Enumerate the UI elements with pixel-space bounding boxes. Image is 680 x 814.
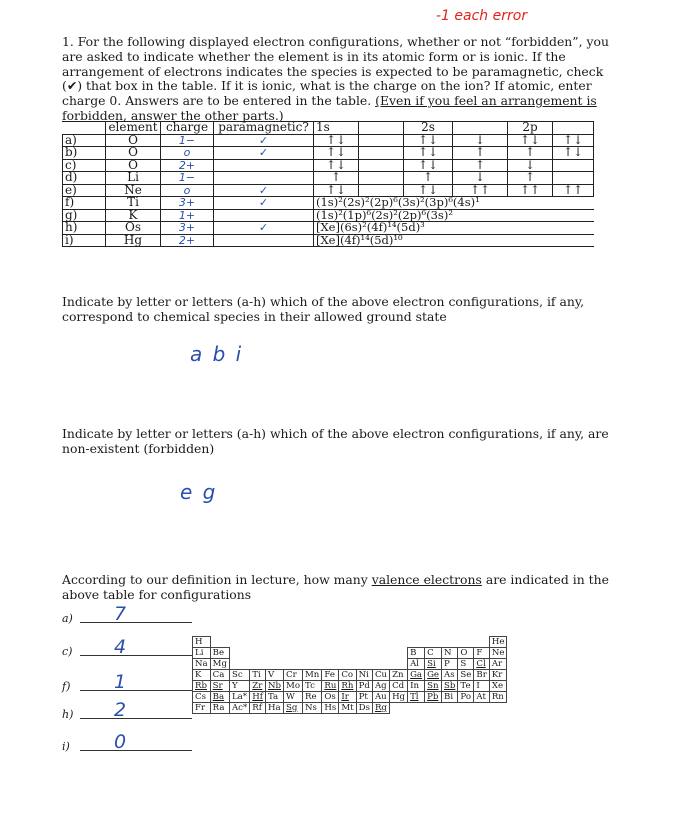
empty-cell <box>303 659 322 670</box>
header-2s: 2s <box>404 122 453 135</box>
periodic-row <box>193 703 507 714</box>
periodic-row <box>193 670 507 681</box>
row-element: Li <box>106 172 161 185</box>
empty-cell <box>474 637 489 648</box>
element-cell: Mo <box>284 681 303 692</box>
row-2s-orbital: ↑↓ <box>404 134 453 147</box>
element-cell: Rn <box>489 692 507 703</box>
row-2p-orbital-z: ↑↑ <box>553 184 594 197</box>
element-cell: Y <box>229 681 249 692</box>
element-cell: Ge <box>425 670 442 681</box>
answer-label: a) <box>62 612 73 625</box>
row-2p-orbital-x: ↓ <box>453 134 508 147</box>
question-3-answer: e g <box>180 480 218 504</box>
empty-cell <box>229 659 249 670</box>
row-element: O <box>106 159 161 172</box>
periodic-row <box>193 681 507 692</box>
row-charge: 1− <box>161 134 214 147</box>
element-cell: At <box>474 692 489 703</box>
row-spacer <box>359 159 404 172</box>
element-cell: H <box>193 637 211 648</box>
row-label: c) <box>63 159 106 172</box>
element-cell: Cd <box>390 681 408 692</box>
element-cell: Tl <box>408 692 425 703</box>
element-cell: Sn <box>425 681 442 692</box>
row-element: Hg <box>106 234 161 247</box>
header-paramagnetic: paramagnetic? <box>214 122 314 135</box>
row-2p-orbital-z: ↑↓ <box>553 147 594 160</box>
configuration-table <box>62 121 594 247</box>
header-charge: charge <box>161 122 214 135</box>
row-paramagnetic: ✓ <box>214 222 314 235</box>
row-element: Ne <box>106 184 161 197</box>
row-configuration: (1s)²(1p)⁶(2s)²(2p)⁶(3s)² <box>314 209 594 222</box>
empty-cell <box>284 659 303 670</box>
element-cell: C <box>425 648 442 659</box>
row-1s-orbital: ↑ <box>314 172 359 185</box>
element-cell: Ca <box>210 670 229 681</box>
row-charge: 1− <box>161 172 214 185</box>
answer-blank <box>80 655 192 656</box>
answer-blank <box>80 690 192 691</box>
row-label: f) <box>63 197 106 210</box>
element-cell: Ba <box>210 692 229 703</box>
question-2: Indicate by letter or letters (a-h) which of the above electron configurations, if any, correspond to chemical species in their allowed ground state <box>62 294 585 324</box>
element-cell: Hs <box>322 703 339 714</box>
row-1s-orbital: ↑↓ <box>314 184 359 197</box>
answer-row <box>62 731 127 753</box>
header-1s: 1s <box>314 122 359 135</box>
element-cell: Tc <box>303 681 322 692</box>
row-2p-orbital-z: ↑↓ <box>553 134 594 147</box>
answer-row <box>62 699 127 721</box>
row-2p-orbital-y: ↑↓ <box>508 134 553 147</box>
row-2p-orbital-y: ↓ <box>508 159 553 172</box>
empty-cell <box>390 648 408 659</box>
row-2p-orbital-x: ↑↑ <box>453 184 508 197</box>
row-charge: o <box>161 147 214 160</box>
element-cell: Os <box>322 692 339 703</box>
row-element: Os <box>106 222 161 235</box>
element-cell: Na <box>193 659 211 670</box>
element-cell: He <box>489 637 507 648</box>
empty-cell <box>356 637 372 648</box>
element-cell: Ag <box>372 681 389 692</box>
question-4-text-after: are indicated in the above table for configurations <box>62 572 609 602</box>
element-cell: K <box>193 670 211 681</box>
empty-cell <box>303 637 322 648</box>
element-cell: Sr <box>210 681 229 692</box>
element-cell: Ir <box>339 692 356 703</box>
empty-cell <box>322 648 339 659</box>
element-cell: Cl <box>474 659 489 670</box>
row-2s-orbital: ↑↓ <box>404 147 453 160</box>
row-label: i) <box>63 234 106 247</box>
question-4 <box>62 573 627 603</box>
row-2s-orbital: ↑↓ <box>404 159 453 172</box>
row-2p-orbital-x: ↑ <box>453 147 508 160</box>
row-label: h) <box>63 222 106 235</box>
row-charge: 2+ <box>161 159 214 172</box>
element-cell: V <box>265 670 283 681</box>
element-cell: Hf <box>250 692 266 703</box>
row-charge: o <box>161 184 214 197</box>
empty-cell <box>408 703 425 714</box>
element-cell: Fe <box>322 670 339 681</box>
question-1-note: (Even if you feel an arrangement is forbidden, answer the other parts.) <box>62 93 597 123</box>
answer-row <box>62 671 127 693</box>
element-cell: Rb <box>193 681 211 692</box>
row-charge: 3+ <box>161 197 214 210</box>
element-cell: Te <box>458 681 474 692</box>
row-label: b) <box>63 147 106 160</box>
empty-cell <box>408 637 425 648</box>
element-cell: As <box>442 670 458 681</box>
empty-cell <box>356 659 372 670</box>
row-paramagnetic <box>214 159 314 172</box>
element-cell: Sb <box>442 681 458 692</box>
row-2p-orbital-y: ↑ <box>508 172 553 185</box>
row-paramagnetic: ✓ <box>214 184 314 197</box>
row-2p-orbital-x: ↓ <box>453 172 508 185</box>
element-cell: Ne <box>489 648 507 659</box>
element-cell: Ha <box>265 703 283 714</box>
element-cell: Rh <box>339 681 356 692</box>
answer-label: c) <box>62 645 73 658</box>
question-3: Indicate by letter or letters (a-h) which of the above electron configurations, if any, are non-existent (forbidden) <box>62 426 609 456</box>
empty-cell <box>284 637 303 648</box>
question-1-text: 1. For the following displayed electron configurations, whether or not “forbidden”, you are asked to indicate whether the element is in its atomic form or is ionic. If the arrangement of electrons indicates the species is expected to be paramagnetic, check (✔) that box in the table. If it is ionic, what is the charge on the ion? If atomic, enter charge 0. Answers are to be entered in the table. <box>62 34 609 109</box>
row-charge: 3+ <box>161 222 214 235</box>
element-cell: I <box>474 681 489 692</box>
element-cell: Rf <box>250 703 266 714</box>
element-cell: Rg <box>372 703 389 714</box>
row-paramagnetic: ✓ <box>214 197 314 210</box>
row-2p-orbital-z <box>553 159 594 172</box>
element-cell: Se <box>458 670 474 681</box>
element-cell: Sc <box>229 670 249 681</box>
element-cell: S <box>458 659 474 670</box>
empty-cell <box>425 637 442 648</box>
element-cell: Be <box>210 648 229 659</box>
row-2s-orbital: ↑↓ <box>404 184 453 197</box>
element-cell: Kr <box>489 670 507 681</box>
element-cell: In <box>408 681 425 692</box>
question-2-answer: a b i <box>190 342 244 366</box>
empty-cell <box>458 703 474 714</box>
periodic-table <box>192 636 507 714</box>
empty-cell <box>442 637 458 648</box>
element-cell: Zn <box>390 670 408 681</box>
row-paramagnetic: ✓ <box>214 134 314 147</box>
row-1s-orbital: ↑↓ <box>314 134 359 147</box>
element-cell: Cu <box>372 670 389 681</box>
empty-cell <box>425 703 442 714</box>
element-cell: Ra <box>210 703 229 714</box>
table-row <box>63 234 594 247</box>
row-spacer <box>359 134 404 147</box>
element-cell: B <box>408 648 425 659</box>
answer-blank <box>80 750 192 751</box>
row-label: d) <box>63 172 106 185</box>
empty-cell <box>250 637 266 648</box>
empty-cell <box>372 648 389 659</box>
grading-note: -1 each error <box>436 8 528 24</box>
empty-cell <box>489 703 507 714</box>
row-element: Ti <box>106 197 161 210</box>
periodic-row <box>193 637 507 648</box>
empty-cell <box>250 648 266 659</box>
empty-cell <box>458 637 474 648</box>
element-cell: W <box>284 692 303 703</box>
answer-value: 2 <box>114 699 127 721</box>
row-2p-orbital-y: ↑ <box>508 147 553 160</box>
element-cell: Pd <box>356 681 372 692</box>
empty-cell <box>265 648 283 659</box>
empty-cell <box>372 659 389 670</box>
empty-cell <box>250 659 266 670</box>
element-cell: Cr <box>284 670 303 681</box>
empty-cell <box>339 637 356 648</box>
element-cell: Ga <box>408 670 425 681</box>
question-4-underlined: valence electrons <box>371 572 482 587</box>
row-paramagnetic <box>214 209 314 222</box>
element-cell: N <box>442 648 458 659</box>
row-spacer <box>359 147 404 160</box>
row-paramagnetic <box>214 172 314 185</box>
answer-value: 4 <box>114 636 127 658</box>
element-cell: Ru <box>322 681 339 692</box>
element-cell: Mn <box>303 670 322 681</box>
element-cell: La* <box>229 692 249 703</box>
empty-cell <box>390 637 408 648</box>
row-2p-orbital-y: ↑↑ <box>508 184 553 197</box>
empty-cell <box>284 648 303 659</box>
answer-value: 0 <box>114 731 127 753</box>
row-configuration: [Xe](4f)¹⁴(5d)¹⁰ <box>314 234 594 247</box>
element-cell: Sg <box>284 703 303 714</box>
element-cell: Ac* <box>229 703 249 714</box>
element-cell: Pt <box>356 692 372 703</box>
element-cell: Xe <box>489 681 507 692</box>
empty-cell <box>390 659 408 670</box>
element-cell: F <box>474 648 489 659</box>
empty-cell <box>442 703 458 714</box>
empty-cell <box>229 637 249 648</box>
row-spacer <box>359 172 404 185</box>
element-cell: Nb <box>265 681 283 692</box>
answer-label: i) <box>62 740 70 753</box>
answer-blank <box>80 622 192 623</box>
element-cell: Ta <box>265 692 283 703</box>
element-cell: O <box>458 648 474 659</box>
empty-cell <box>372 637 389 648</box>
answer-value: 7 <box>114 603 127 625</box>
table-row <box>63 159 594 172</box>
element-cell: Li <box>193 648 211 659</box>
empty-cell <box>303 648 322 659</box>
element-cell: Ns <box>303 703 322 714</box>
periodic-row <box>193 659 507 670</box>
row-configuration: [Xe](6s)²(4f)¹⁴(5d)³ <box>314 222 594 235</box>
element-cell: Re <box>303 692 322 703</box>
row-1s-orbital: ↑↓ <box>314 159 359 172</box>
row-label: a) <box>63 134 106 147</box>
element-cell: Bi <box>442 692 458 703</box>
header-2p: 2p <box>508 122 553 135</box>
element-cell: Ar <box>489 659 507 670</box>
answer-label: h) <box>62 708 74 721</box>
question-1 <box>62 35 622 124</box>
periodic-row <box>193 648 507 659</box>
empty-cell <box>339 659 356 670</box>
row-element: O <box>106 147 161 160</box>
element-cell: Co <box>339 670 356 681</box>
row-label: g) <box>63 209 106 222</box>
row-element: K <box>106 209 161 222</box>
element-cell: Mt <box>339 703 356 714</box>
empty-cell <box>265 637 283 648</box>
empty-cell <box>265 659 283 670</box>
element-cell: Po <box>458 692 474 703</box>
header-element: element <box>106 122 161 135</box>
row-configuration: (1s)²(2s)²(2p)⁶(3s)²(3p)⁶(4s)¹ <box>314 197 594 210</box>
row-charge: 2+ <box>161 234 214 247</box>
element-cell: Cs <box>193 692 211 703</box>
element-cell: Mg <box>210 659 229 670</box>
empty-cell <box>229 648 249 659</box>
empty-cell <box>339 648 356 659</box>
row-paramagnetic <box>214 234 314 247</box>
empty-cell <box>322 659 339 670</box>
element-cell: Zr <box>250 681 266 692</box>
element-cell: Ds <box>356 703 372 714</box>
answer-row <box>62 603 127 625</box>
answer-value: 1 <box>114 671 127 693</box>
empty-cell <box>356 648 372 659</box>
empty-cell <box>390 703 408 714</box>
answer-row <box>62 636 127 658</box>
element-cell: Pb <box>425 692 442 703</box>
element-cell: Fr <box>193 703 211 714</box>
empty-cell <box>474 703 489 714</box>
row-paramagnetic: ✓ <box>214 147 314 160</box>
answer-label: f) <box>62 680 71 693</box>
element-cell: P <box>442 659 458 670</box>
row-label: e) <box>63 184 106 197</box>
row-2p-orbital-x: ↑ <box>453 159 508 172</box>
element-cell: Ni <box>356 670 372 681</box>
empty-cell <box>210 637 229 648</box>
question-4-text-before: According to our definition in lecture, how many <box>62 572 368 587</box>
row-charge: 1+ <box>161 209 214 222</box>
row-2s-orbital: ↑ <box>404 172 453 185</box>
row-1s-orbital: ↑↓ <box>314 147 359 160</box>
element-cell: Si <box>425 659 442 670</box>
element-cell: Hg <box>390 692 408 703</box>
element-cell: Au <box>372 692 389 703</box>
element-cell: Al <box>408 659 425 670</box>
empty-cell <box>322 637 339 648</box>
answer-blank <box>80 718 192 719</box>
element-cell: Ti <box>250 670 266 681</box>
element-cell: Br <box>474 670 489 681</box>
periodic-row <box>193 692 507 703</box>
row-element: O <box>106 134 161 147</box>
